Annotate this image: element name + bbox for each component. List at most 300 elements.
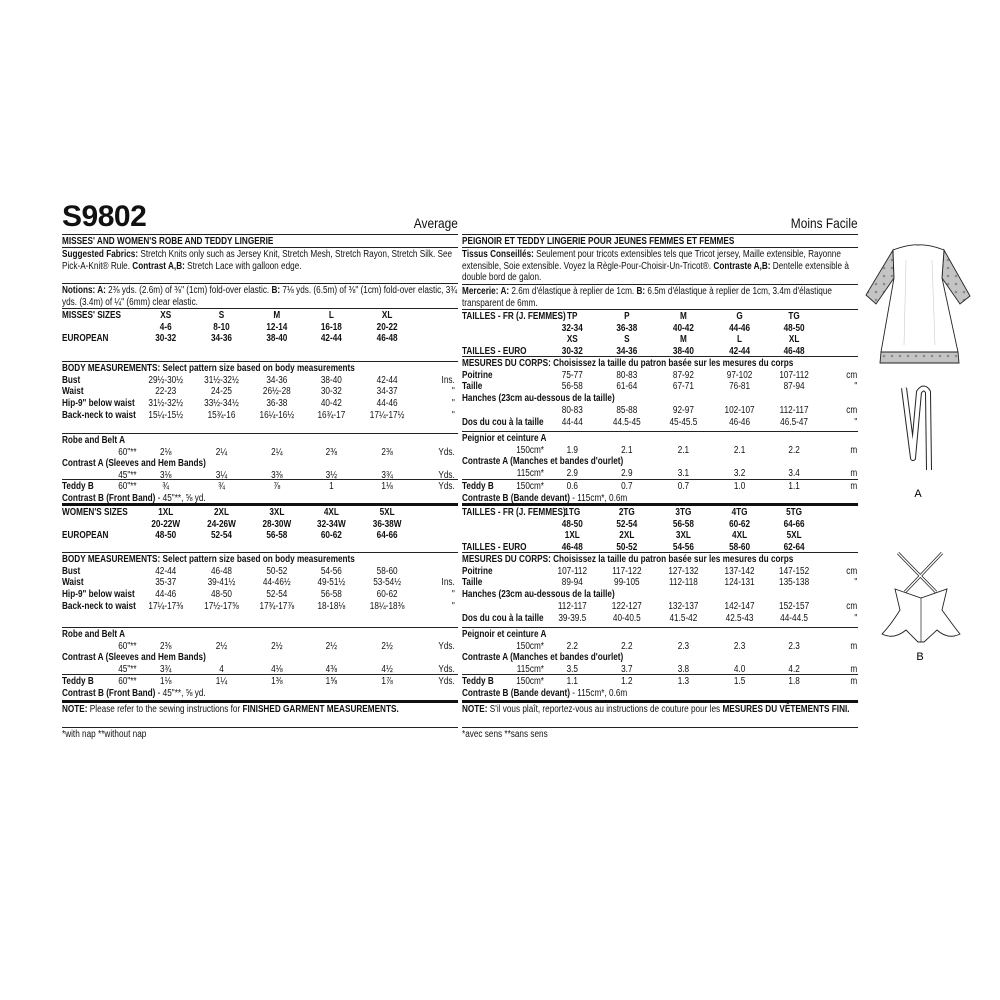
unit: " bbox=[451, 600, 455, 612]
table-row bbox=[62, 375, 458, 387]
section-block bbox=[462, 700, 858, 716]
robe-a-illustration bbox=[866, 245, 970, 363]
section-block bbox=[62, 283, 458, 308]
row-label-text: TAILLES - EURO bbox=[462, 542, 527, 554]
unit: " bbox=[451, 398, 455, 410]
section-block bbox=[462, 234, 858, 248]
table-row bbox=[62, 310, 458, 322]
size-2: 61-64 bbox=[616, 381, 638, 393]
row-label bbox=[462, 334, 546, 346]
unit bbox=[821, 311, 857, 323]
text-segment: S'il vous plaît, reportez-vous au instructions de couture pour les bbox=[487, 704, 723, 715]
size-2: 3.7 bbox=[621, 664, 633, 676]
text-segment: 2⅜ yds. (2.6m) of ⅜" (1cm) fold-over elastic. bbox=[105, 285, 272, 296]
size-4: 102-107 bbox=[724, 404, 755, 416]
teddy-b-illustration bbox=[882, 553, 960, 642]
size-1: 20-22W bbox=[151, 518, 181, 530]
text-segment: - 115cm*, 0.6m bbox=[569, 492, 628, 504]
size-4: 42.5-43 bbox=[725, 612, 754, 624]
size-5: 46-48 bbox=[376, 333, 398, 345]
size-2: 2XL bbox=[619, 530, 635, 542]
size-2: 33½-34½ bbox=[204, 398, 239, 410]
size-5: XL bbox=[381, 310, 393, 321]
difficulty-label-fr: Moins Facile bbox=[791, 215, 858, 231]
section-heading: PEIGNOIR ET TEDDY LINGERIE POUR JEUNES FEMMES ET FEMMES bbox=[462, 236, 735, 247]
section-block bbox=[62, 727, 458, 741]
unit: cm bbox=[846, 404, 858, 416]
paragraph bbox=[462, 358, 858, 370]
table-row bbox=[462, 577, 858, 589]
size-5: 46.5-47 bbox=[780, 416, 809, 428]
fabric-width: 60"** bbox=[118, 676, 137, 687]
size-4: 1.5 bbox=[733, 676, 746, 687]
row-label bbox=[62, 333, 138, 345]
size-2: 1¼ bbox=[215, 676, 228, 687]
row-label-text: Waist bbox=[62, 386, 84, 398]
row-label bbox=[462, 577, 546, 589]
fabric-width: 45"** bbox=[118, 664, 137, 676]
table-row bbox=[62, 386, 458, 398]
size-3: M bbox=[679, 311, 687, 322]
text-segment: Stretch Knits only such as Jersey Knit, Stretch Mesh, Stretch Rayon, Stretch Silk. See Pick-A-Knit® Rule. bbox=[62, 249, 453, 272]
unit: m bbox=[850, 444, 858, 456]
paragraph bbox=[62, 688, 458, 700]
table-row bbox=[62, 641, 458, 653]
table-row bbox=[462, 311, 858, 323]
size-2: 117-122 bbox=[612, 565, 642, 577]
size-3: 44-46½ bbox=[262, 577, 291, 589]
paragraph bbox=[462, 249, 858, 284]
size-3: 3XL bbox=[269, 507, 285, 518]
section-heading: Robe and Belt A bbox=[62, 435, 126, 446]
row-label bbox=[462, 445, 546, 457]
size-2: 34-36 bbox=[210, 333, 232, 345]
unit bbox=[415, 322, 454, 334]
size-4: 1⅝ bbox=[325, 676, 338, 687]
table-row bbox=[462, 445, 858, 457]
table-row bbox=[462, 481, 858, 493]
bold-label: NOTE: bbox=[62, 704, 88, 715]
size-2: P bbox=[624, 311, 630, 322]
size-5: 60-62 bbox=[376, 589, 398, 601]
section-block bbox=[62, 433, 458, 482]
size-3: 1.3 bbox=[677, 676, 690, 687]
unit bbox=[415, 530, 454, 542]
size-3: 0.7 bbox=[677, 481, 690, 492]
size-3: 52-54 bbox=[266, 589, 288, 601]
row-label-text: Back-neck to waist bbox=[62, 600, 136, 612]
size-4: 60-62 bbox=[729, 518, 751, 530]
size-3: 34-36 bbox=[266, 374, 288, 386]
size-1: TP bbox=[567, 311, 578, 322]
size-1: 3⅛ bbox=[160, 470, 172, 482]
section-heading: Contrast A (Sleeves and Hem Bands) bbox=[62, 458, 206, 470]
size-5: 5XL bbox=[379, 507, 395, 518]
belt-illustration bbox=[904, 388, 929, 470]
table-row bbox=[62, 589, 458, 601]
unit: Yds. bbox=[438, 470, 455, 482]
row-label-text: WOMEN'S SIZES bbox=[62, 507, 128, 518]
size-2: 31½-32½ bbox=[204, 374, 239, 386]
bold-label: Tissus Conseillés: bbox=[462, 249, 534, 260]
row-label-text: Hip-9" below waist bbox=[62, 398, 135, 410]
size-5: 46-48 bbox=[783, 346, 805, 358]
size-4: 4TG bbox=[731, 507, 748, 518]
size-3: 2¼ bbox=[271, 446, 283, 458]
section-block bbox=[462, 479, 858, 504]
size-5: 1.1 bbox=[788, 481, 800, 492]
row-label bbox=[462, 507, 566, 519]
row-label-text: Dos du cou à la taille bbox=[462, 416, 544, 428]
size-1: 44-46 bbox=[155, 589, 177, 601]
row-label bbox=[462, 601, 546, 613]
size-1: XS bbox=[160, 310, 172, 321]
unit: cm bbox=[846, 369, 858, 381]
unit: Yds. bbox=[438, 664, 455, 676]
size-2: 24-25 bbox=[210, 386, 232, 398]
table-row bbox=[62, 410, 458, 422]
table-row bbox=[62, 519, 458, 531]
text-segment: Please refer to the sewing instructions for bbox=[87, 704, 243, 715]
size-1: 32-34 bbox=[561, 322, 583, 334]
size-4: 3.2 bbox=[733, 468, 746, 480]
size-1: 56-58 bbox=[561, 381, 583, 393]
table-row bbox=[462, 613, 858, 625]
section-block bbox=[462, 284, 858, 309]
unit: m bbox=[850, 468, 858, 480]
unit: " bbox=[451, 589, 455, 601]
table-row bbox=[462, 676, 858, 688]
section-block bbox=[62, 674, 458, 699]
size-3: 12-14 bbox=[266, 321, 288, 333]
section-block bbox=[462, 431, 858, 480]
section-heading: Contraste A (Manches et bandes d'ourlet) bbox=[462, 456, 624, 468]
size-3: 87-92 bbox=[672, 369, 694, 381]
size-4: 2½ bbox=[325, 640, 338, 652]
section-block bbox=[462, 552, 858, 624]
paragraph bbox=[462, 688, 858, 700]
fabric-width: 60"** bbox=[118, 446, 137, 458]
size-5: TG bbox=[788, 311, 800, 322]
text-segment: Dentelle extensible à double bord de galon. bbox=[462, 260, 849, 284]
size-4: 54-56 bbox=[320, 565, 342, 577]
size-1: 15¼-15½ bbox=[148, 409, 184, 421]
unit bbox=[415, 566, 454, 578]
paragraph bbox=[462, 704, 858, 716]
size-4: 97-102 bbox=[726, 369, 753, 381]
size-1: 3¾ bbox=[160, 664, 172, 676]
bold-label: Contraste A,B: bbox=[713, 260, 771, 272]
row-label bbox=[62, 447, 138, 459]
bold-label: B: bbox=[636, 286, 646, 297]
size-3: 67-71 bbox=[672, 381, 694, 393]
fabric-width: 60"** bbox=[118, 640, 137, 652]
size-4: 76-81 bbox=[729, 381, 751, 393]
size-3: 56-58 bbox=[672, 518, 694, 530]
size-5: 64-66 bbox=[376, 530, 398, 542]
size-5: 34-37 bbox=[376, 386, 398, 398]
row-label bbox=[462, 417, 546, 429]
size-4: 4XL bbox=[732, 530, 748, 542]
size-1: ¾ bbox=[162, 481, 170, 492]
size-5: 42-44 bbox=[376, 374, 398, 386]
size-1: 4-6 bbox=[159, 321, 172, 333]
size-3: 2.1 bbox=[677, 444, 690, 456]
text-segment: - 115cm*, 0.6m bbox=[569, 687, 628, 699]
size-4: 30-32 bbox=[320, 386, 342, 398]
size-1: 1TG bbox=[564, 507, 581, 518]
size-5: 135-138 bbox=[779, 577, 810, 589]
section-heading: Contraste A (Manches et bandes d'ourlet) bbox=[462, 652, 624, 664]
size-1: 42-44 bbox=[155, 565, 177, 577]
size-1: 2.2 bbox=[566, 640, 578, 652]
row-label-text: Back-neck to waist bbox=[62, 409, 136, 421]
size-4: 124-131 bbox=[724, 577, 755, 589]
size-3: 54-56 bbox=[672, 542, 694, 554]
text-segment: 7⅛ yds. (6.5m) of ⅜" (1cm) fold-over elastic, 3¾ yds. (3.4m) of ¼" (6mm) clear elastic. bbox=[62, 285, 458, 308]
row-label-text: Poitrine bbox=[462, 369, 493, 381]
size-5: 64-66 bbox=[783, 518, 805, 530]
row-label-text: Dos du cou à la taille bbox=[462, 612, 544, 624]
view-b-label: B bbox=[916, 651, 924, 663]
row-label bbox=[62, 322, 138, 334]
row-label bbox=[62, 310, 138, 322]
size-4: 42-44 bbox=[729, 346, 751, 358]
size-3: 36-38 bbox=[266, 398, 288, 410]
size-1: 1⅛ bbox=[160, 676, 172, 687]
table-row bbox=[62, 447, 458, 459]
size-5: 58-60 bbox=[376, 565, 398, 577]
size-2: 2½ bbox=[215, 640, 228, 652]
section-heading: Peignior et ceinture A bbox=[462, 433, 547, 444]
unit: cm bbox=[846, 565, 858, 577]
row-label-text: EUROPEAN bbox=[62, 530, 109, 542]
size-3: 38-40 bbox=[672, 346, 694, 358]
size-1: 2.9 bbox=[566, 468, 578, 480]
size-5: 112-117 bbox=[779, 404, 809, 416]
fabric-width: 150cm* bbox=[516, 481, 544, 492]
size-5: 87-94 bbox=[783, 381, 805, 393]
row-label bbox=[462, 381, 546, 393]
size-5: 3¾ bbox=[381, 470, 393, 482]
size-2: 0.7 bbox=[621, 481, 633, 492]
size-3: 2½ bbox=[271, 640, 283, 652]
table-row bbox=[62, 322, 458, 334]
text-segment: - 45"**, ⅝ yd. bbox=[155, 687, 206, 699]
row-label bbox=[62, 375, 138, 387]
row-label-text: Teddy B bbox=[462, 481, 494, 492]
table-row bbox=[462, 370, 858, 382]
fabric-width: 115cm* bbox=[516, 468, 544, 480]
section-block bbox=[62, 308, 458, 345]
size-5: 44-46 bbox=[376, 398, 398, 410]
size-3: 45-45.5 bbox=[669, 416, 698, 428]
size-2: 39-41½ bbox=[207, 577, 236, 589]
size-5: 3.4 bbox=[788, 468, 800, 480]
size-1: 89-94 bbox=[561, 577, 583, 589]
table-row bbox=[62, 481, 458, 493]
section-heading: Hanches (23cm au-dessous de la taille) bbox=[462, 589, 615, 601]
size-3: M bbox=[679, 334, 687, 346]
size-4: 44-46 bbox=[729, 322, 751, 334]
table-row bbox=[462, 519, 858, 531]
size-4: 2.1 bbox=[733, 444, 746, 456]
size-4: 42-44 bbox=[320, 333, 342, 345]
row-label-text: TAILLES - EURO bbox=[462, 346, 527, 358]
size-5: 2.3 bbox=[788, 640, 800, 652]
table-row bbox=[62, 398, 458, 410]
row-label-text: Bust bbox=[62, 374, 81, 386]
row-label bbox=[462, 405, 546, 417]
size-5: 5XL bbox=[786, 530, 802, 542]
size-1: 1.1 bbox=[566, 676, 578, 687]
size-3: ⅞ bbox=[273, 481, 281, 492]
row-label-text: Taille bbox=[462, 381, 483, 393]
unit: Ins. bbox=[441, 577, 455, 589]
size-3: 3XL bbox=[675, 530, 691, 542]
table-row bbox=[462, 405, 858, 417]
paragraph bbox=[62, 704, 458, 716]
size-2: 3¼ bbox=[215, 470, 228, 482]
size-2: 44.5-45 bbox=[612, 416, 641, 428]
unit bbox=[821, 507, 857, 519]
row-label bbox=[462, 566, 546, 578]
size-1: 1XL bbox=[564, 530, 580, 542]
size-5: 53-54½ bbox=[373, 577, 402, 589]
bold-label: MESURES DU VÊTEMENTS FINI. bbox=[722, 704, 850, 715]
bold-label: Suggested Fabrics: bbox=[62, 249, 139, 260]
unit bbox=[821, 530, 857, 542]
size-1: 48-50 bbox=[561, 518, 583, 530]
bold-label: Select pattern size based on body measurements bbox=[160, 363, 355, 374]
row-label-text: Teddy B bbox=[462, 676, 494, 687]
unit: Yds. bbox=[438, 446, 455, 458]
paragraph bbox=[62, 729, 458, 741]
size-2: 2.1 bbox=[621, 444, 633, 456]
paragraph bbox=[62, 249, 458, 272]
section-heading: Peignoir et ceinture A bbox=[462, 629, 547, 640]
section-heading: Robe and Belt A bbox=[62, 629, 126, 640]
size-5: 1.8 bbox=[788, 676, 800, 687]
row-label bbox=[62, 507, 138, 519]
unit: Yds. bbox=[438, 481, 455, 492]
section-heading: Contrast A (Sleeves and Hem Bands) bbox=[62, 652, 206, 664]
size-4: 2⅜ bbox=[325, 446, 338, 458]
unit: " bbox=[451, 386, 455, 398]
size-3: 127-132 bbox=[668, 565, 699, 577]
size-4: 56-58 bbox=[320, 589, 342, 601]
size-3: 28-30W bbox=[262, 518, 292, 530]
section-block bbox=[462, 503, 858, 554]
size-1: 39-39.5 bbox=[558, 612, 587, 624]
size-5: 152-157 bbox=[779, 600, 810, 612]
row-label-text: Taille bbox=[462, 577, 483, 589]
size-1: 17¼-17⅜ bbox=[148, 600, 184, 612]
view-a-label: A bbox=[914, 488, 922, 500]
size-2: 36-38 bbox=[616, 322, 638, 334]
size-5: 1⅛ bbox=[381, 481, 393, 492]
size-4: 38-40 bbox=[320, 374, 342, 386]
size-3: 17¾-17⅞ bbox=[259, 600, 295, 612]
unit: " bbox=[854, 612, 858, 624]
section-block bbox=[462, 309, 858, 358]
table-row bbox=[462, 601, 858, 613]
size-4: 49-51½ bbox=[317, 577, 346, 589]
row-label-text: EUROPEAN bbox=[62, 333, 109, 345]
table-row bbox=[462, 641, 858, 653]
bold-label: Select pattern size based on body measurements bbox=[160, 554, 355, 565]
size-3: 1⅜ bbox=[271, 676, 283, 687]
unit: m bbox=[850, 676, 858, 687]
section-block bbox=[462, 356, 858, 428]
bold-label: MESURES DU CORPS: Choisissez la taille du patron basée sur les mesures du corps bbox=[462, 358, 794, 369]
size-2: 40-40.5 bbox=[612, 612, 641, 624]
size-4: 4XL bbox=[323, 507, 339, 518]
size-5: 2⅜ bbox=[381, 446, 393, 458]
size-5: 147-152 bbox=[779, 565, 810, 577]
table-row bbox=[462, 417, 858, 429]
row-label bbox=[462, 676, 546, 688]
section-block bbox=[62, 627, 458, 676]
table-row bbox=[462, 566, 858, 578]
paragraph bbox=[462, 554, 858, 566]
row-label bbox=[62, 676, 138, 688]
size-2: 1.2 bbox=[621, 676, 633, 687]
text-segment: - 45"**, ⅝ yd. bbox=[155, 492, 206, 504]
unit bbox=[415, 333, 454, 345]
row-label-text: Waist bbox=[62, 577, 84, 589]
size-2: 4 bbox=[219, 664, 224, 676]
size-4: 46-46 bbox=[729, 416, 751, 428]
size-2: 48-50 bbox=[210, 589, 232, 601]
size-4: 4.0 bbox=[733, 664, 746, 676]
paragraph bbox=[462, 729, 858, 741]
size-1: 2⅛ bbox=[160, 446, 172, 458]
section-block bbox=[62, 552, 458, 613]
row-label bbox=[462, 481, 546, 493]
size-5: 5TG bbox=[786, 507, 803, 518]
size-4: 4⅜ bbox=[325, 664, 338, 676]
row-label bbox=[62, 386, 138, 398]
size-3: 3⅜ bbox=[271, 470, 283, 482]
row-label bbox=[62, 589, 138, 601]
size-4: 2.3 bbox=[733, 640, 746, 652]
section-block bbox=[62, 234, 458, 248]
row-label bbox=[62, 398, 138, 410]
bold-label: Contraste B (Bande devant) bbox=[462, 687, 570, 699]
size-5: 4.2 bbox=[788, 664, 800, 676]
text-segment: *avec sens **sans sens bbox=[462, 729, 548, 740]
row-label bbox=[62, 566, 138, 578]
size-3: 38-40 bbox=[266, 333, 288, 345]
size-3: 56-58 bbox=[266, 530, 288, 542]
size-5: 17¼-17½ bbox=[369, 409, 405, 421]
size-4: 142-147 bbox=[724, 600, 755, 612]
paragraph bbox=[462, 286, 858, 309]
row-label-text: Hip-9" below waist bbox=[62, 589, 135, 601]
size-5: 1⅞ bbox=[381, 676, 393, 687]
size-2: 8-10 bbox=[213, 321, 230, 333]
row-label bbox=[62, 519, 138, 531]
size-5: XL bbox=[788, 334, 800, 346]
size-5: 44-44.5 bbox=[780, 612, 809, 624]
size-3: 3.8 bbox=[677, 664, 690, 676]
size-2: S bbox=[624, 334, 630, 346]
section-block bbox=[462, 727, 858, 741]
section-block bbox=[62, 479, 458, 504]
robe-left-sleeve bbox=[866, 250, 894, 304]
size-2: 85-88 bbox=[616, 404, 638, 416]
